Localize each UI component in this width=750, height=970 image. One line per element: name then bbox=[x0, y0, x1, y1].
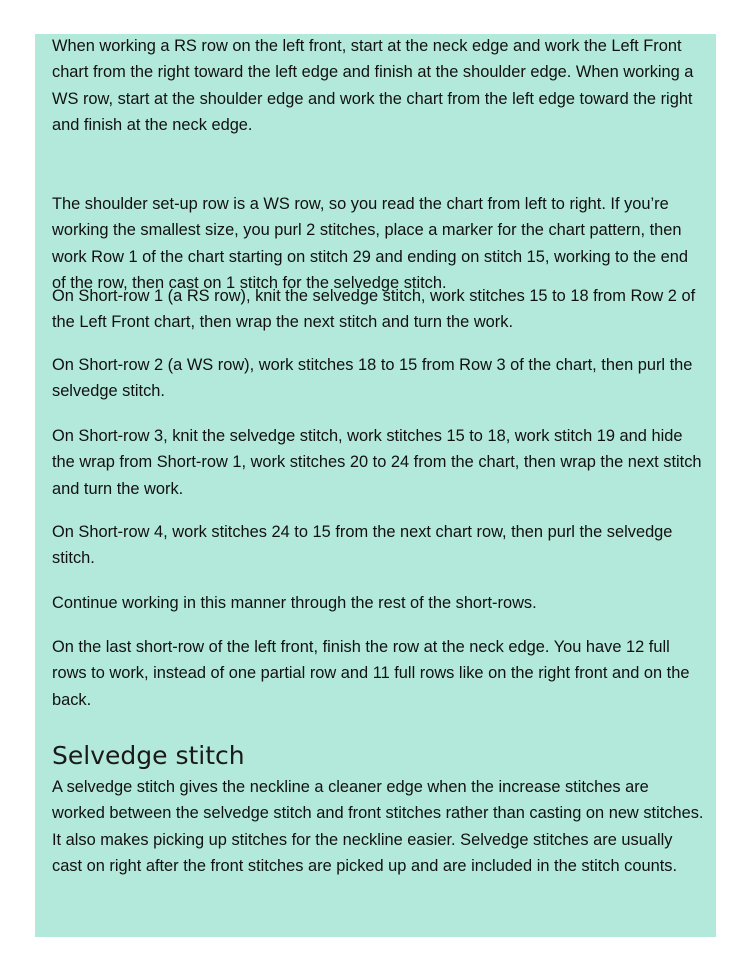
paragraph-shoulder-setup-row: The shoulder set-up row is a WS row, so you read the chart from left to right. If you’re working the smallest size, you purl 2 stitches, place a marker for the chart pattern, then work Row 1 of the chart starting on stitch 29 and ending on stitch 15, working to the end of the row, then cast on 1 stitch for the selvedge stitch. bbox=[52, 195, 688, 292]
paragraph-last-short-row: On the last short-row of the left front, finish the row at the neck edge. You have 12 full rows to work, instead of one partial row and 11 full rows like on the right front and on the back. bbox=[52, 638, 690, 709]
paragraph-short-row-4: On Short-row 4, work stitches 24 to 15 from the next chart row, then purl the selvedge stitch. bbox=[52, 523, 673, 568]
content-panel bbox=[35, 34, 716, 937]
paragraph-rs-row-instructions: When working a RS row on the left front, start at the neck edge and work the Left Front chart from the right toward the left edge and finish at the shoulder edge. When working a WS row, start at the shoulder edge and work the chart from the left edge toward the right and finish at the neck edge. bbox=[52, 37, 694, 134]
section-heading-selvedge-stitch: Selvedge stitch bbox=[52, 741, 245, 770]
paragraph-short-row-3: On Short-row 3, knit the selvedge stitch, work stitches 15 to 18, work stitch 19 and hide the wrap from Short-row 1, work stitches 20 to 24 from the chart, then wrap the next stitch and turn the work. bbox=[52, 427, 702, 498]
paragraph-short-row-1: On Short-row 1 (a RS row), knit the selvedge stitch, work stitches 15 to 18 from Row 2 of the Left Front chart, then wrap the next stitch and turn the work. bbox=[52, 287, 696, 332]
paragraph-continue: Continue working in this manner through the rest of the short-rows. bbox=[52, 594, 537, 612]
paragraph-selvedge-description: A selvedge stitch gives the neckline a cleaner edge when the increase stitches are worked between the selvedge stitch and front stitches rather than casting on new stitches. It also makes picking up stitches for the neckline easier. Selvedge stitches are usually cast on right after the front stitches are picked up and are included in the stitch counts. bbox=[52, 778, 704, 875]
paragraph-short-row-2: On Short-row 2 (a WS row), work stitches 18 to 15 from Row 3 of the chart, then purl the selvedge stitch. bbox=[52, 356, 693, 401]
